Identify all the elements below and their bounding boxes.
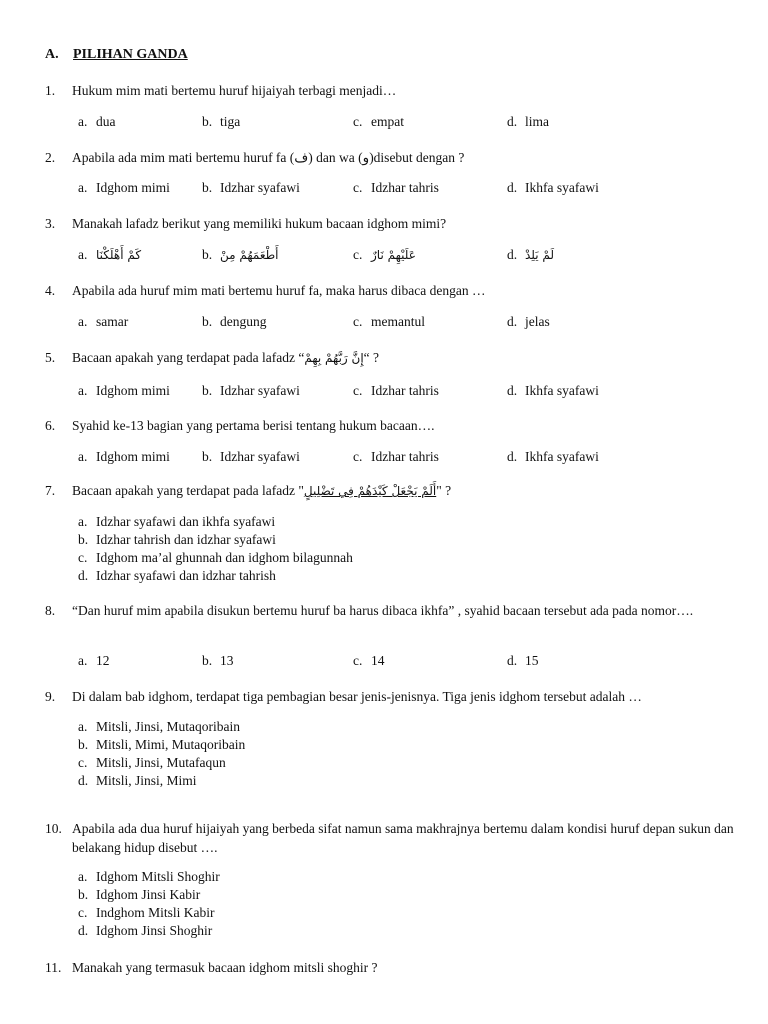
question-number: 7. (45, 483, 56, 498)
option-a: a. Idzhar syafawi dan ikhfa syafawi (78, 514, 276, 529)
options-8 (78, 651, 738, 670)
options-3 (78, 245, 738, 264)
option-b: b. Mitsli, Mimi, Mutaqoribain (78, 737, 246, 752)
option-b: b. tiga (202, 114, 241, 129)
question-number: 9. (45, 689, 56, 704)
question-number: 11. (45, 960, 62, 975)
option-d: d. Idghom Jinsi Shoghir (78, 923, 213, 938)
options-1 (78, 112, 738, 131)
option-a: a. Idghom mimi (78, 180, 170, 195)
option-d: d. jelas (507, 314, 550, 329)
section-heading (45, 47, 188, 63)
question-number: 8. (45, 603, 56, 618)
question-number: 10. (45, 821, 62, 836)
option-d: d. lima (507, 114, 549, 129)
arabic-lafadz: إِنَّ رَبَّهُمْ بِهِمْ (304, 351, 364, 365)
option-c: c. Idzhar tahris (353, 449, 439, 464)
question-4 (45, 281, 735, 300)
option-b: b. Idzhar syafawi (202, 180, 300, 195)
option-b: b. 13 (202, 653, 234, 668)
question-8 (45, 601, 735, 620)
option-c: c. Idzhar tahris (353, 383, 439, 398)
question-number: 1. (45, 83, 56, 98)
option-a: a. Idghom mimi (78, 383, 170, 398)
question-number: 5. (45, 350, 56, 365)
question-text: “Dan huruf mim apabila disukun bertemu huruf ba harus dibaca ikhfa” , syahid bacaan tersebut ada pada nomor…. (72, 603, 694, 618)
options-7 (78, 513, 353, 585)
question-text: Bacaan apakah yang terdapat pada lafadz “إِنَّ رَبَّهُمْ بِهِمْ“ ? (72, 350, 380, 365)
question-text: Apabila ada huruf mim mati bertemu huruf fa, maka harus dibaca dengan … (72, 283, 486, 298)
question-text: Syahid ke-13 bagian yang pertama berisi tentang hukum bacaan…. (72, 418, 435, 433)
question-9 (45, 687, 735, 706)
option-c: c. 14 (353, 653, 385, 668)
question-11 (45, 958, 735, 977)
option-a: a. Idghom Mitsli Shoghir (78, 869, 220, 884)
question-5 (45, 348, 735, 368)
option-b: b. Idzhar syafawi (202, 383, 300, 398)
options-5 (78, 381, 738, 400)
section-title: PILIHAN GANDA (73, 47, 188, 62)
option-d: d. Ikhfa syafawi (507, 449, 599, 464)
option-a: a. كَمْ أَهْلَكْنَا (78, 247, 142, 262)
option-b: b. Idzhar syafawi (202, 449, 300, 464)
option-a: a. samar (78, 314, 129, 329)
question-text: Bacaan apakah yang terdapat pada lafadz "أَلَمْ يَجْعَلْ كَيْدَهُمْ فِي تَضْلِيلٍ" ? (72, 483, 452, 498)
option-c: c. empat (353, 114, 404, 129)
option-a: a. Mitsli, Jinsi, Mutaqoribain (78, 719, 241, 734)
option-b: b. أَطْعَمَهُمْ مِنْ (202, 247, 279, 262)
question-text: Di dalam bab idghom, terdapat tiga pembagian besar jenis-jenisnya. Tiga jenis idghom tersebut adalah … (72, 689, 642, 704)
option-b: b. dengung (202, 314, 267, 329)
option-a: a. 12 (78, 653, 110, 668)
question-number: 4. (45, 283, 56, 298)
option-a: a. dua (78, 114, 116, 129)
question-1 (45, 81, 735, 100)
options-2 (78, 178, 738, 197)
question-text: Apabila ada dua huruf hijaiyah yang berbeda sifat namun sama makhrajnya bertemu dalam kondisi huruf depan sukun dan belakang hidup disebut …. (72, 821, 734, 855)
option-c: c. Idghom ma’al ghunnah dan idghom bilagunnah (78, 550, 353, 565)
question-2 (45, 148, 735, 167)
option-d: d. Mitsli, Jinsi, Mimi (78, 773, 197, 788)
question-text: Manakah yang termasuk bacaan idghom mitsli shoghir ? (72, 960, 378, 975)
option-b: b. Idzhar tahrish dan idzhar syafawi (78, 532, 276, 547)
section-number: A. (45, 47, 59, 62)
option-c: c. Idzhar tahris (353, 180, 439, 195)
question-7 (45, 481, 735, 501)
option-d: d. 15 (507, 653, 539, 668)
question-6 (45, 416, 735, 435)
option-d: d. Idzhar syafawi dan idzhar tahrish (78, 568, 276, 583)
question-number: 3. (45, 216, 56, 231)
question-text: Manakah lafadz berikut yang memiliki hukum bacaan idghom mimi? (72, 216, 447, 231)
question-number: 2. (45, 150, 56, 165)
option-c: c. memantul (353, 314, 425, 329)
question-3 (45, 214, 735, 233)
option-d: d. Ikhfa syafawi (507, 383, 599, 398)
question-10 (45, 819, 735, 857)
options-10 (78, 868, 220, 940)
option-c: c. Indghom Mitsli Kabir (78, 905, 215, 920)
option-b: b. Idghom Jinsi Kabir (78, 887, 201, 902)
options-6 (78, 447, 738, 466)
option-d: d. لَمْ يَلِدْ (507, 247, 555, 262)
question-number: 6. (45, 418, 56, 433)
option-c: c. Mitsli, Jinsi, Mutafaqun (78, 755, 226, 770)
option-d: d. Ikhfa syafawi (507, 180, 599, 195)
option-a: a. Idghom mimi (78, 449, 170, 464)
option-c: c. عَلَيْهِمْ نَارٌ (353, 247, 416, 262)
question-text: Apabila ada mim mati bertemu huruf fa (ف) dan wa (و)disebut dengan ? (72, 150, 465, 165)
options-9 (78, 718, 245, 790)
question-text: Hukum mim mati bertemu huruf hijaiyah terbagi menjadi… (72, 83, 397, 98)
options-4 (78, 312, 738, 331)
arabic-lafadz: أَلَمْ يَجْعَلْ كَيْدَهُمْ فِي تَضْلِيلٍ (303, 484, 437, 498)
